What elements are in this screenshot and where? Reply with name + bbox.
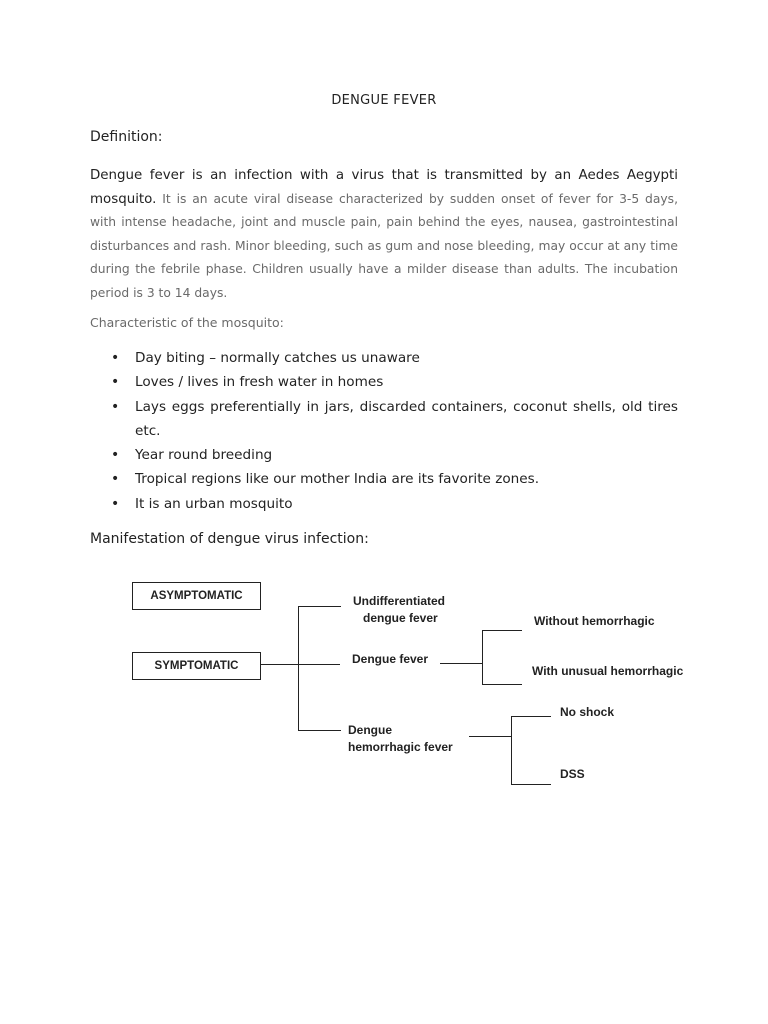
connector-line [469, 736, 512, 737]
dhf-label-line2: hemorrhagic fever [348, 740, 453, 754]
definition-heading: Definition: [90, 129, 163, 145]
connector-line [511, 784, 551, 785]
no-shock-label: No shock [560, 705, 615, 719]
manifestation-heading: Manifestation of dengue virus infection: [90, 531, 369, 547]
list-item: • Tropical regions like our mother India are its favorite zones. [135, 467, 678, 491]
connector-line [440, 663, 483, 664]
characteristics-heading: Characteristic of the mosquito: [90, 315, 284, 330]
dss-label: DSS [560, 767, 585, 781]
dhf-label-line1: Dengue [348, 723, 393, 737]
definition-lead-text: Dengue fever is an infection with a virus that is transmitted by an Aedes Aegypti mosquito. [90, 168, 678, 207]
connector-line [298, 606, 299, 731]
connector-line [482, 684, 522, 685]
undifferentiated-label-line1: Undifferentiated [353, 594, 446, 608]
connector-line [482, 630, 483, 685]
connector-line [511, 716, 512, 785]
undifferentiated-label-line2: dengue fever [363, 611, 438, 625]
with-unusual-hemorrhagic-label: With unusual hemorrhagic [532, 664, 684, 678]
list-item: • Day biting – normally catches us unaware [135, 346, 678, 370]
list-item: • Lays eggs preferentially in jars, discarded containers, coconut shells, old tires etc. [135, 395, 678, 444]
connector-line [482, 630, 522, 631]
connector-line [261, 664, 340, 665]
connector-line [298, 606, 341, 607]
page-title: DENGUE FEVER [331, 93, 437, 108]
asymptomatic-box: ASYMPTOMATIC [132, 582, 261, 610]
definition-body-text: It is an acute viral disease characterized by sudden onset of fever for 3-5 days, with intense headache, joint and muscle pain, pain behind the eyes, nausea, gastrointestinal disturbances and rash. Minor bleeding, such as gum and nose bleeding, may occur at any time during the febrile phase. Children usually have a milder disease than adults. The incubation period is 3 to 14 days. [90, 191, 678, 300]
connector-line [298, 730, 341, 731]
list-item: • Year round breeding [135, 443, 678, 467]
dengue-fever-label: Dengue fever [352, 652, 429, 666]
symptomatic-box: SYMPTOMATIC [132, 652, 261, 680]
without-hemorrhagic-label: Without hemorrhagic [534, 614, 655, 628]
list-item: • Loves / lives in fresh water in homes [135, 370, 678, 394]
connector-line [511, 716, 551, 717]
list-item: • It is an urban mosquito [135, 492, 678, 516]
